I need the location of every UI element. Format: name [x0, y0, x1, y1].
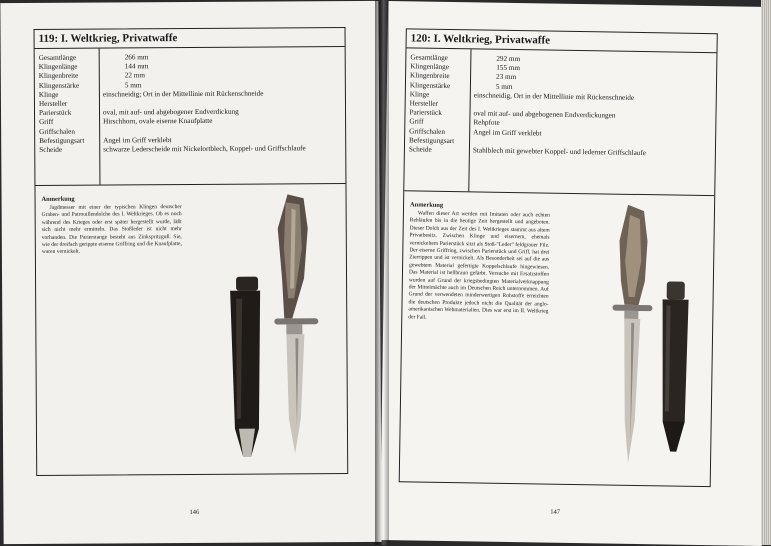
spec-value: 155 mm	[496, 63, 521, 73]
spec-value: Angel im Griff verklebt	[103, 135, 172, 145]
spec-value: 144 mm	[124, 62, 149, 71]
spec-label: Befestigungsart	[409, 136, 455, 145]
spec-label: Gesamtlänge	[410, 53, 448, 62]
note-text: Jagdmesser mit einer der typischen Klingen deutscher Graben- und Patrouillendolche des I. Weltkrieges. Ob es noch während des Krieges oder erst später hergestellt wurde, läßt sich nicht mehr ermitteln. Das Stoßleder ist nicht mehr vorhanden. Die Parierstange besteht aus Zinkspritzguß. Sie, wie der dreifach gerippte eiserne Griffring und die Knaufplatte, waren vernickelt.	[41, 204, 182, 256]
spec-label: Befestigungsart	[39, 136, 85, 145]
note-heading: Anmerkung	[410, 201, 444, 209]
spec-label: Gesamtlänge	[38, 53, 77, 62]
spec-label: Parierstück	[409, 108, 442, 118]
spec-label: Klinge	[409, 90, 430, 99]
spec-value: 23 mm	[496, 73, 517, 82]
spec-value: Angel im Griff verklebt	[473, 128, 542, 138]
dagger-photo	[207, 188, 339, 469]
spec-value: 5 mm	[495, 82, 513, 91]
catalog-frame-120	[399, 28, 718, 487]
spec-value: einschneidig, Ort in der Mittellinie mit Rückenschneide	[473, 91, 635, 102]
spec-value: 292 mm	[496, 54, 521, 64]
spec-value: oval, mit auf- und abgebogener Endverdickung	[102, 107, 239, 117]
spec-label: Scheide	[39, 145, 63, 154]
spec-label: Klinge	[38, 90, 59, 99]
spec-label: Griff	[409, 117, 424, 127]
entry-title: 119: I. Weltkrieg, Privatwaffe	[35, 28, 345, 49]
spec-label: Griffschalen	[39, 127, 75, 136]
scabbard-illustration	[230, 277, 261, 457]
spec-value: 22 mm	[124, 71, 145, 80]
dagger-illustration	[274, 194, 320, 453]
spec-values	[473, 54, 648, 158]
spec-table	[404, 48, 716, 196]
spec-label: Griffschalen	[409, 127, 446, 136]
entry-title: 120: I. Weltkrieg, Privatwaffe	[407, 29, 717, 53]
note-text: Waffen dieser Art werden mit Imitaten oder auch echten Rehläufen bis in die heutige Zeit hergestellt und angeboten. Dieser Dolch aus der Zeit des I. Weltkrieges stammt aus altem Privatbesitz. Zwischen Klinge und eisernem, ehemals vernickeltem Parierstück sitzt als Stoß-"Leder" feldgrauer Filz. Der eiserne Griffring, zwischen Parierstück und Griff, hat drei Zierrippen und ist vernickelt. Als Besonderheit sei auf die aus gewebtem Material gefertigte Koppelschlaufe hingewiesen. Das Material ist hellbraun gefärbt. Versuche mit Ersatzstoffen wurden auf Grund der kriegsbedingten Materialverknappung der Mittelmächte auch im Deutschen Reich unternommen. Auf Grund der verwendeten minderwertigen Rohstoffe erreichten die deutschen Produkte jedoch nicht die Qualität der anglo-amerikanischen Webmaterialien. Dies war erst im II. Weltkrieg der Fall.	[408, 210, 550, 321]
spec-table	[35, 47, 346, 186]
spec-values	[103, 52, 306, 154]
spec-value: schwarze Lederscheide mit Nickelortblech, Koppel- und Griffschlaufe	[103, 144, 306, 154]
spec-label: Griff	[39, 118, 54, 127]
spec-value: 5 mm	[124, 80, 142, 90]
spec-label: Hersteller	[38, 99, 68, 108]
page-number: 147	[550, 508, 561, 516]
spec-label: Scheide	[408, 145, 432, 154]
deer-foot-dagger-illustration	[610, 205, 654, 464]
spec-value: Hirschhorn, ovale eiserne Knaufplatte	[103, 117, 213, 126]
spec-value: 266 mm	[124, 53, 149, 62]
left-page	[0, 1, 381, 544]
spec-value: Stahlblech mit gewebter Koppel- und lederner Griffschlaufe	[472, 146, 647, 158]
page-number: 146	[189, 508, 200, 517]
page-edges	[761, 0, 771, 545]
spec-label: Parierstück	[38, 108, 72, 118]
spec-label: Klingenlänge	[38, 62, 78, 72]
right-page	[380, 1, 770, 546]
note-heading: Anmerkung	[41, 195, 75, 203]
spec-label: Klingenstärke	[409, 80, 451, 90]
spec-label: Klingenlänge	[410, 62, 450, 72]
spec-value: Rehpfote	[473, 118, 500, 128]
spec-value: oval mit auf- und abgebogenen Endverdickungen	[473, 109, 616, 120]
book-gutter	[375, 0, 389, 545]
catalog-frame-119	[34, 27, 349, 476]
spec-label: Klingenbreite	[38, 72, 79, 81]
spec-labels	[409, 53, 456, 155]
dagger-photo	[600, 200, 714, 487]
spec-labels	[39, 54, 85, 156]
spec-label: Klingenbreite	[410, 71, 450, 81]
spec-label: Klingenstärke	[38, 81, 80, 90]
spec-value: einschneidig; Ort in der Mittellinie mit Rückenschneide	[102, 89, 264, 99]
spec-label: Hersteller	[409, 99, 439, 108]
scabbard-illustration	[660, 281, 689, 451]
